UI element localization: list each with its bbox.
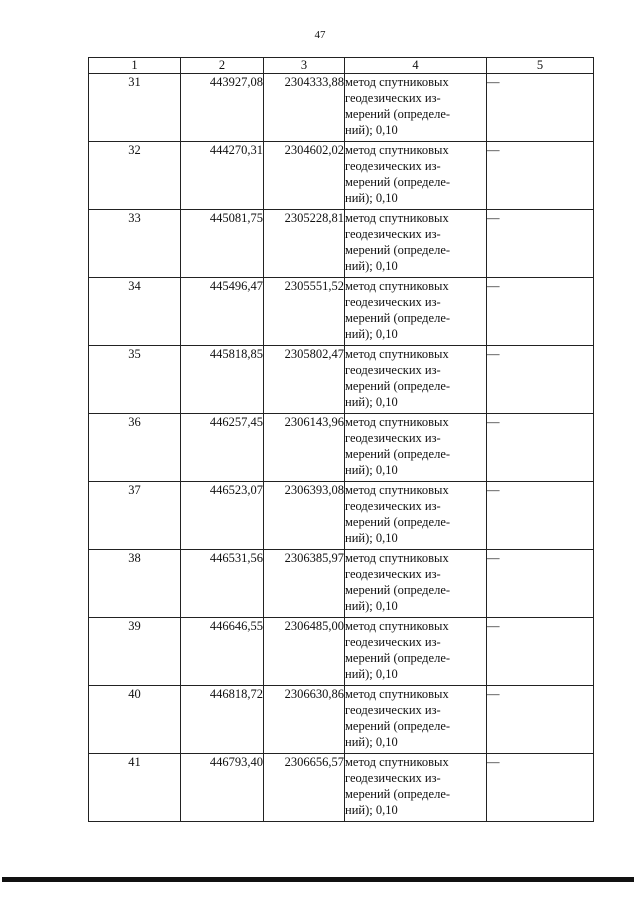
point-number-cell: 39 (89, 618, 181, 686)
method-line: геодезических из- (345, 635, 441, 649)
method-line: геодезических из- (345, 499, 441, 513)
method-line: геодезических из- (345, 159, 441, 173)
method-line: мерений (определе- (345, 243, 451, 257)
method-cell (345, 754, 487, 822)
method-line: мерений (определе- (345, 651, 451, 665)
point-number-cell: 38 (89, 550, 181, 618)
note-cell: — (487, 210, 594, 278)
point-number-cell: 40 (89, 686, 181, 754)
column-header: 4 (345, 58, 487, 74)
note-cell: — (487, 482, 594, 550)
method-line: мерений (определе- (345, 515, 451, 529)
note-cell: — (487, 618, 594, 686)
method-line: мерений (определе- (345, 175, 451, 189)
table-row (89, 346, 594, 414)
x-coordinate-cell: 445496,47 (181, 278, 264, 346)
point-number-cell: 33 (89, 210, 181, 278)
method-line: метод спутниковых (345, 143, 449, 157)
note-cell: — (487, 346, 594, 414)
table-row (89, 210, 594, 278)
method-line: геодезических из- (345, 91, 441, 105)
column-header: 2 (181, 58, 264, 74)
method-line: мерений (определе- (345, 719, 451, 733)
method-line: метод спутниковых (345, 483, 449, 497)
method-cell (345, 550, 487, 618)
page-number: 47 (314, 29, 326, 41)
point-number-cell: 31 (89, 74, 181, 142)
note-cell: — (487, 74, 594, 142)
method-line: метод спутниковых (345, 619, 449, 633)
method-line: ний); 0,10 (345, 259, 398, 273)
method-line: метод спутниковых (345, 279, 449, 293)
point-number-cell: 37 (89, 482, 181, 550)
method-line: геодезических из- (345, 295, 441, 309)
table-row (89, 414, 594, 482)
method-line: геодезических из- (345, 567, 441, 581)
method-line: геодезических из- (345, 363, 441, 377)
x-coordinate-cell: 445081,75 (181, 210, 264, 278)
method-line: ний); 0,10 (345, 123, 398, 137)
method-cell (345, 482, 487, 550)
method-line: мерений (определе- (345, 583, 451, 597)
x-coordinate-cell: 446818,72 (181, 686, 264, 754)
point-number-cell: 35 (89, 346, 181, 414)
method-line: ний); 0,10 (345, 667, 398, 681)
y-coordinate-cell: 2306385,97 (264, 550, 345, 618)
method-line: ний); 0,10 (345, 327, 398, 341)
column-header: 5 (487, 58, 594, 74)
x-coordinate-cell: 446523,07 (181, 482, 264, 550)
table-row (89, 142, 594, 210)
method-cell (345, 686, 487, 754)
method-line: мерений (определе- (345, 447, 451, 461)
method-line: метод спутниковых (345, 347, 449, 361)
point-number-cell: 32 (89, 142, 181, 210)
method-line: ний); 0,10 (345, 803, 398, 817)
method-cell (345, 618, 487, 686)
table-header (89, 58, 594, 74)
coordinates-table (88, 57, 594, 822)
method-line: геодезических из- (345, 227, 441, 241)
y-coordinate-cell: 2306656,57 (264, 754, 345, 822)
method-line: мерений (определе- (345, 379, 451, 393)
table-row (89, 754, 594, 822)
table-row (89, 278, 594, 346)
method-line: ний); 0,10 (345, 599, 398, 613)
method-cell (345, 210, 487, 278)
method-cell (345, 278, 487, 346)
x-coordinate-cell: 446646,55 (181, 618, 264, 686)
note-cell: — (487, 414, 594, 482)
y-coordinate-cell: 2304602,02 (264, 142, 345, 210)
column-header: 1 (89, 58, 181, 74)
y-coordinate-cell: 2305802,47 (264, 346, 345, 414)
note-cell: — (487, 550, 594, 618)
table-row (89, 482, 594, 550)
method-line: геодезических из- (345, 431, 441, 445)
point-number-cell: 36 (89, 414, 181, 482)
x-coordinate-cell: 446257,45 (181, 414, 264, 482)
method-line: мерений (определе- (345, 107, 451, 121)
method-cell (345, 74, 487, 142)
method-cell (345, 346, 487, 414)
note-cell: — (487, 686, 594, 754)
table-row (89, 686, 594, 754)
y-coordinate-cell: 2304333,88 (264, 74, 345, 142)
method-cell (345, 414, 487, 482)
method-line: геодезических из- (345, 771, 441, 785)
table-body (89, 74, 594, 822)
note-cell: — (487, 278, 594, 346)
y-coordinate-cell: 2306630,86 (264, 686, 345, 754)
method-cell (345, 142, 487, 210)
header-row (89, 58, 594, 74)
method-line: метод спутниковых (345, 551, 449, 565)
table-row (89, 618, 594, 686)
x-coordinate-cell: 443927,08 (181, 74, 264, 142)
note-cell: — (487, 754, 594, 822)
method-line: метод спутниковых (345, 211, 449, 225)
note-cell: — (487, 142, 594, 210)
y-coordinate-cell: 2305228,81 (264, 210, 345, 278)
method-line: метод спутниковых (345, 75, 449, 89)
table-row (89, 74, 594, 142)
point-number-cell: 34 (89, 278, 181, 346)
method-line: метод спутниковых (345, 415, 449, 429)
x-coordinate-cell: 446531,56 (181, 550, 264, 618)
method-line: ний); 0,10 (345, 531, 398, 545)
method-line: ний); 0,10 (345, 395, 398, 409)
method-line: геодезических из- (345, 703, 441, 717)
bottom-rule (2, 877, 634, 882)
x-coordinate-cell: 444270,31 (181, 142, 264, 210)
y-coordinate-cell: 2306485,00 (264, 618, 345, 686)
x-coordinate-cell: 446793,40 (181, 754, 264, 822)
column-header: 3 (264, 58, 345, 74)
point-number-cell: 41 (89, 754, 181, 822)
method-line: мерений (определе- (345, 787, 451, 801)
table-row (89, 550, 594, 618)
method-line: ний); 0,10 (345, 191, 398, 205)
method-line: метод спутниковых (345, 755, 449, 769)
x-coordinate-cell: 445818,85 (181, 346, 264, 414)
method-line: ний); 0,10 (345, 735, 398, 749)
y-coordinate-cell: 2306143,96 (264, 414, 345, 482)
method-line: метод спутниковых (345, 687, 449, 701)
method-line: ний); 0,10 (345, 463, 398, 477)
method-line: мерений (определе- (345, 311, 451, 325)
y-coordinate-cell: 2306393,08 (264, 482, 345, 550)
y-coordinate-cell: 2305551,52 (264, 278, 345, 346)
